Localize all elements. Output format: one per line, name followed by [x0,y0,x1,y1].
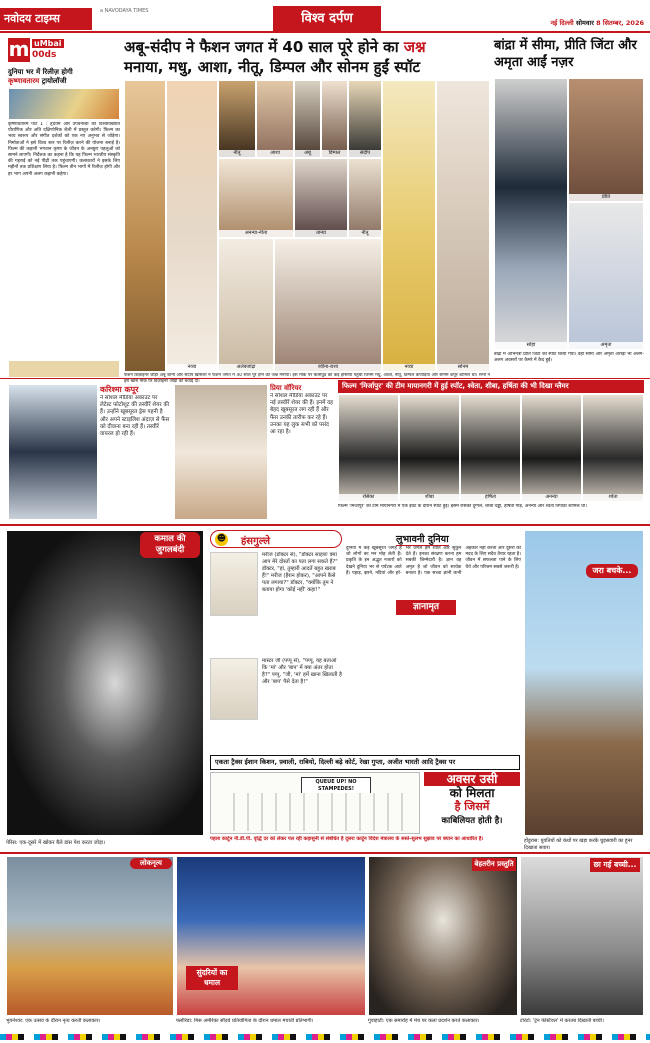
quote-line2: को मिलता [449,786,495,800]
pageant-caption: फ्लोरिडा: मिस अमेरिका सौंदर्य प्रतियोगिता के दौरान धमाल मचाती प्रतिभागी। [176,1018,314,1024]
smile-icon: ☻ [216,534,227,544]
joke-2: मास्टर जी (पप्पू से), "पप्पू, यह बताओ कि 'मां' और 'बाप' में क्या अंतर होता है?" पप्पू, "जी, 'मां' हमें खाना खिलाती है और 'बाप' पैसे देता है!" [262,658,342,685]
child-caption: टोरंटो: 'ट्रेन फेस्टिवल' में करतब दिखाती बच्ची। [520,1018,604,1024]
section-title: विश्व दर्पण [273,6,381,32]
logo-m: m [8,37,30,61]
bandra-caption: बांद्रा में अभिनेत्री प्रीति जिंटा को स्पॉट किया गया। वहीं सीमा और अमृता अरोड़ा भी अलग-अलग अवसरों पर कैमरे में कैद हुईं। [494,352,644,364]
photo-sheeba: शीबा [399,394,460,502]
main-photo-grid [124,80,490,372]
karishma-title: करिश्मा कपूर [100,385,139,394]
cartoon-teacher [210,658,258,720]
ballet-tag: कमाल की जुगलबंदी [140,532,200,558]
date-line [550,18,644,27]
performance-tag: बेहतरीन प्रस्तुति [472,858,516,871]
kicker-line3: ट्रायोलॉजी [41,77,67,85]
logo-line1: uMbai [34,39,62,48]
photo-child [520,856,644,1016]
logo-line2: 00ds [32,50,57,60]
krishna-thumb [8,88,120,120]
photo-grid-f: अनन्या-नीता [218,158,294,238]
horse-tag: जरा बचके... [586,564,638,578]
horse-caption: होंडुरास: युवतियों को कंधों पर खड़ा करके घुड़सवारी का हुनर दिखाता सवार। [524,838,633,851]
cartoon-box [210,772,420,834]
cartoon-sign: QUEUE UP! NO STAMPEDES! [301,777,371,795]
ballet-caption: पेरिस: एक-दूसरे में खोकर बैले डांस पेश करता जोड़ा। [6,840,106,846]
photo-seema: सोहा [494,78,568,350]
photo-gown-yellow: नव्या [382,80,436,372]
priya-body: ने सोशल मीडिया अकाउंट पर नई तस्वीरें शेयर की हैं। इनमें वह बेहद खूबसूरत लग रही हैं और फैंस उनकी तारीफ कर रहे हैं। उनका यह लुक सभी को पसंद आ रहा है। [270,393,334,436]
lubhavni-body: दुनिया में कई खूबसूरत जगहें हैं जो लोगों का मन मोह लेती हैं। प्रकृति के इन अद्भुत नजारों को देखने दुनिया भर से पर्यटक आते हैं। पहाड़, झरने, नदियां और हरे-भरे जंगल हमें शांति और सुकून देते हैं। इनका संरक्षण करना हम सबकी जिम्मेदारी है। ज्ञान वह अमृत है जो जीवन को सार्थक बनाता है। एक सच्चा ज्ञानी कभी अहंकार नहीं करता और दूसरों की मदद के लिए सदैव तैयार रहता है। जीवन में सफलता पाने के लिए धैर्य और परिश्रम सबसे जरूरी हैं। [346,546,521,576]
mirzapur-photos [338,394,644,502]
kicker-line2: कृष्णावतारम [8,77,40,85]
photo-amrita: अमृता [568,202,644,350]
performance-caption: गुवाहाटी: एक समारोह में मंच पर कला प्रदर्शन करते कलाकार। [368,1018,480,1024]
cartoon-figures [221,793,411,831]
gyanamrit-tag: ज्ञानामृत [396,600,456,615]
mumbai-logo [8,38,72,64]
day: सोमवार [575,19,594,27]
photo-grid-b: आशा [256,80,294,158]
photo-gown-1 [124,80,166,372]
humor-title-text: हंसगुल्ले [241,536,270,547]
photo-grid-e: संदीप [348,80,382,158]
headline-red: जश्न [403,38,426,56]
left-kicker [8,68,124,86]
quote-line4: काबिलियत होती है। [441,816,503,826]
photo-grid-c: अबू [294,80,321,158]
joke-1: मरीज (डॉक्टर से), "डॉक्टर साहब! क्या आप मेरे दोस्तों का पता लगा सकते हैं?" डॉक्टर, "हां, तुम्हारी आदतें बहुत खराब हैं!" मरीज (हैरान होकर), "आपने कैसे पता लगाया?" डॉक्टर, "क्योंकि तुम ने बताया होगा 'कोई नहीं' कहा!" [262,552,338,593]
priya-block [270,384,334,513]
city: नई दिल्ली [550,19,574,27]
headline-part1: अबू-संदीप ने फैशन जगत में 40 साल पूरे होने का [124,38,399,56]
quote-box [424,772,520,836]
lubhavni-block [346,530,521,750]
folk-tag: लोकनृत्य [130,858,172,869]
pageant-tag: सुंदरियों का धमाल [186,966,238,990]
photo-grid-i: अलेक्जांद्रा [218,238,274,372]
photo-pageant [176,856,366,1016]
photo-karishma [8,384,98,520]
left-body: कृष्णावतारम पार्ट 1 : हृदयम और उपवनेश्वी को विश्वविख्यात पौराणिक और अति दक्षिणोनिक शैली में प्रस्तुत करेगी। फिल्म का भव्य स्वरूप और संगीत दर्शकों को एक नए अनुभव से जोड़ेगा। निर्माताओं ने इसे विश्व स्तर पर रिलीज़ करने की योजना बनाई है। फिल्म की कहानी भगवान कृष्ण के जीवन के अनछुए पहलुओं को सामने लाएगी। निर्देशक का कहना है कि यह फिल्म भारतीय संस्कृति की गहराई को नई पीढ़ी तक पहुंचाएगी। कलाकारों ने इसके लिए महीनों तक प्रशिक्षण लिया है। फिल्म तीन भागों में रिलीज़ होगी और हर भाग अपनी अलग कहानी कहेगा। [8,122,120,177]
photo-grid-g: तान्या [294,158,348,238]
mirzapur-headline: फिल्म 'मिर्जापुर' की टीम मायानगरी में हुई स्पॉट, श्वेता, शीबा, हर्षिता की भी दिखा ग्लैमर [338,380,644,393]
cartoon-caption: पहला कार्टून नी.डी.पी. वृद्धि दर को लेकर पल रही कहासुनी से संबंधित है दूसरा कार्टून विदेश मंत्रालय के सस्ते-सुलभ सुझाव पर बयान का आधारित है। [210,836,484,842]
photo-grid-j: रवीना-राशा [274,238,382,372]
lubhavni-title: लुभावनी दुनिया [396,534,449,545]
photo-ananya: अनन्या [521,394,582,502]
mirzapur-caption: फिल्म 'मिर्जापुर' की टीम मायानगरी में एक इवेंट के दौरान स्पॉट हुई। इसमें रसिका दुग्गल, शीबा चड्ढा, हर्षिता गौड़, अनन्या और श्वेता त्रिपाठी शामिल थीं। [338,504,587,509]
cartoon-doctor [210,552,258,616]
quote-line3: है जिसमें [454,800,490,813]
photo-ballet [6,530,204,836]
humor-title [210,530,342,548]
photo-harshita: हर्षिता [460,394,521,502]
ekta-banner: एकता ट्रैक्स ईशान किशन, फ़्वाली, राबियो, दिल्ली बढ़े कोर्ट, रेखा गुप्ता, अजीत भारती आदि ट्रैक्स पर [210,755,520,770]
krishna-photo [8,360,120,378]
paper-logo: नवोदय टाइम्स [0,8,92,30]
photo-preity: प्रीति [568,78,644,202]
photo-folk-dance [6,856,174,1016]
main-headline [124,37,490,77]
photo-gown-2: नव्या [166,80,218,372]
photo-shweta: श्वेता [582,394,644,502]
karishma-block [100,384,170,515]
main-caption: फैशन डिज़ाइनर जोड़ी अबू जानी और संदीप खोसला ने फैशन जगत में 40 साल पूरे होने का जश्न मनाया। इस मौके पर बॉलीवुड की कई हस्तियां पहुंचीं जिनमें मधु, आशा, नीतू, डिम्पल कपाड़िया और सोनम कपूर शामिल थीं। सभी ने इस खास मौके पर डिज़ाइनर जोड़ी को बधाई दी। [124,373,490,384]
priya-title: प्रिया वॉरियर [270,384,302,392]
karishma-body: ने सोशल मीडिया अकाउंट पर लेटेस्ट फोटोशूट की तस्वीरें शेयर की हैं। उन्होंने खूबसूरत ड्रेस पहनी है और अपने स्टाइलिश अंदाज़ से फैंस को दीवाना बना रही हैं। तस्वीरें वायरल हो रही हैं। [100,395,170,438]
masthead [0,0,650,33]
kicker-line: दुनिया भर में रिलीज़ होगी [8,68,73,76]
photo-grid-a: नीतू [218,80,256,158]
photo-priya [174,384,268,520]
photo-grid-h: नीतू [348,158,382,238]
photo-performance [368,856,518,1016]
child-tag: छा गई बच्ची... [590,858,640,872]
photo-gown-white: सोनम [436,80,490,372]
bandra-headline: बांद्रा में सीमा, प्रीति जिंटा और अमृता आईं नज़र [494,38,637,70]
bandra-photos [494,78,644,350]
quote-line1: अवसर उसी [424,772,520,786]
headline-part2: मनाया, मधु, आशा, नीतू, डिम्पल और सोनम हुईं स्पॉट [124,58,421,76]
photo-grid-d: डिम्पल [321,80,348,158]
folk-caption: भुवनेश्वर: एक उत्सव के दौरान नृत्य करती कलाकार। [6,1018,101,1024]
paper-sub: a NAVODAYA TIMES [100,8,149,14]
registration-marks [0,1034,650,1040]
humor-box [210,530,342,750]
date: 8 सितम्बर, 2026 [596,19,644,27]
photo-rasika: रसिका [338,394,399,502]
